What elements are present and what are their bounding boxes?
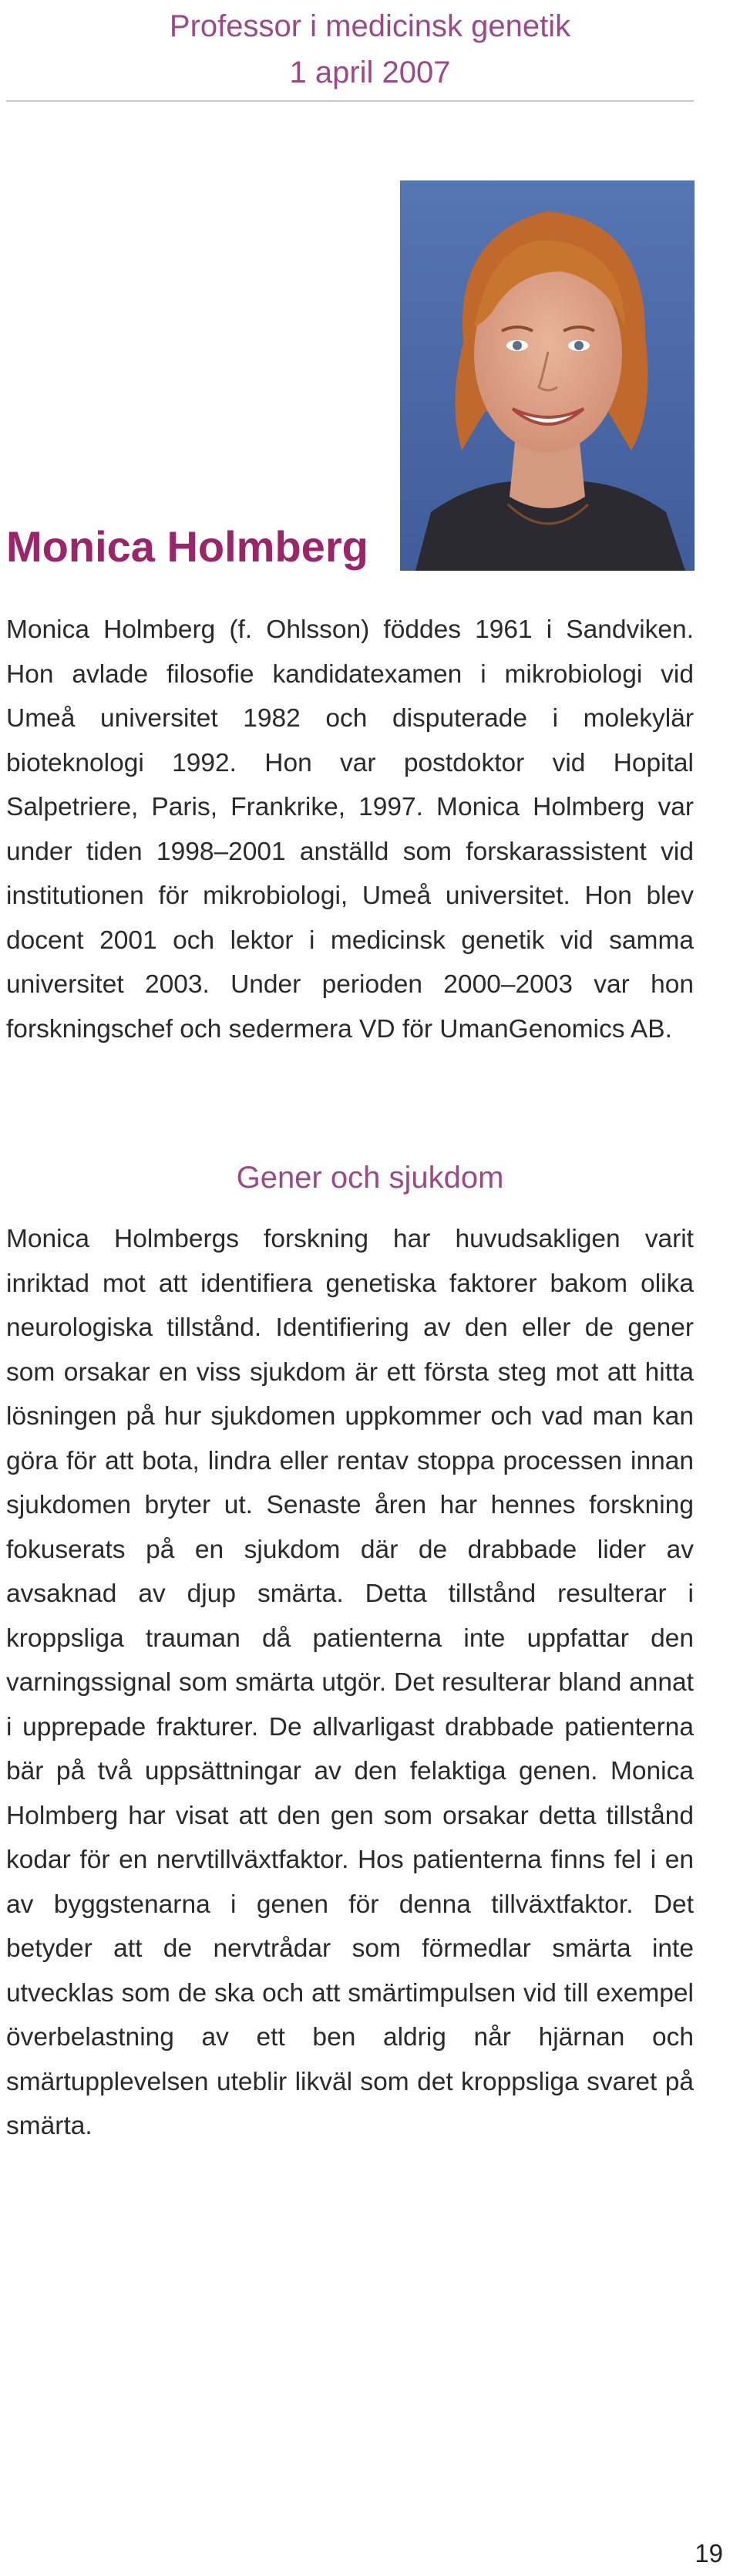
header-title: Professor i medicinsk genetik bbox=[169, 9, 571, 43]
biography-paragraph: Monica Holmberg (f. Ohlsson) föddes 1961 i Sandviken. Hon avlade filosofie kandidatexamen i mikrobiologi vid Umeå universitet 1982 och disputerade i molekylär bioteknologi 1992. Hon var postdoktor vid Hopital Salpetriere, Paris, Frankrike, 1997. Monica Holmberg var under tiden 1998–2001 anställd som forskarassistent vid institutionen för mikrobiologi, Umeå universitet. Hon blev docent 2001 och lektor i medicinsk genetik vid samma universitet 2003. Under perioden 2000–2003 var hon forskningschef och sedermera VD för UmanGenomics AB. bbox=[6, 615, 694, 1044]
page-header bbox=[0, 0, 740, 96]
research-paragraph: Monica Holmbergs forskning har huvudsakligen varit inriktad mot att identifiera genetiska faktorer bakom olika neurologiska tillstånd. Identifiering av den eller de gener som orsakar en viss sjukdom är ett första steg mot att hitta lösningen på hur sjukdomen uppkommer och vad man kan göra för att bota, lindra eller rentav stoppa processen innan sjukdomen bryter ut. Senaste åren har hennes forskning fokuserats på en sjukdom där de drabbade lider av avsaknad av djup smärta. Detta tillstånd resulterar i kroppsliga trauman då patienterna inte uppfattar den varningssignal som smärta utgör. Det resulterar bland annat i upprepade frakturer. De allvarligast drabbade patienterna bär på två uppsättningar av den felaktiga genen. Monica Holmberg har visat att den gen som orsakar detta tillstånd kodar för en nervtillväxtfaktor. Hos patienterna finns fel i en av byggstenarna i genen för denna tillväxtfaktor. Det betyder att de nervtrådar som förmedlar smärta inte utvecklas som de ska och att smärtimpulsen vid till exempel överbelastning av ett ben aldrig når hjärnan och smärtupplevelsen uteblir likväl som det kroppsliga svaret på smärta. bbox=[6, 1225, 694, 2140]
portrait-photo bbox=[400, 180, 695, 571]
section-heading: Gener och sjukdom bbox=[236, 1161, 504, 1195]
person-name: Monica Holmberg bbox=[6, 522, 368, 571]
portrait-illustration bbox=[400, 180, 695, 571]
header-divider bbox=[6, 100, 694, 102]
header-date: 1 april 2007 bbox=[289, 56, 451, 89]
page-number: 19 bbox=[695, 2539, 723, 2568]
